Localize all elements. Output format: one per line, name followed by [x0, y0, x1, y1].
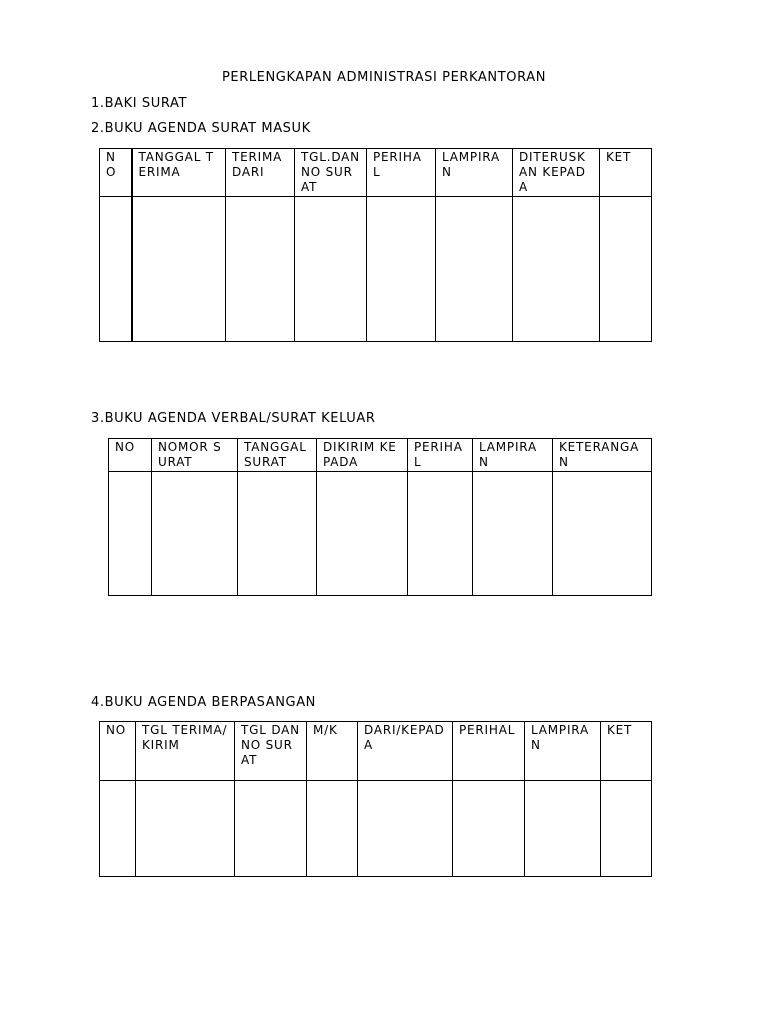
section-heading-baki-surat: 1.BAKI SURAT: [91, 96, 188, 111]
table-cell: [100, 781, 136, 877]
table-cell: [100, 197, 132, 342]
column-header-tgl-dan-no-surat: TGL DAN NO SURAT: [235, 722, 307, 781]
section-heading-agenda-verbal: 3.BUKU AGENDA VERBAL/SURAT KELUAR: [91, 411, 376, 426]
table-row: [100, 781, 652, 877]
agenda-surat-keluar-table: [108, 438, 652, 596]
column-header-lampiran: LAMPIRAN: [473, 439, 553, 472]
column-header-dari-kepada: DARI/KEPADA: [358, 722, 453, 781]
column-header-perihal: PERIHAL: [408, 439, 473, 472]
table-cell: [132, 197, 226, 342]
column-header-terima-dari: TERIMA DARI: [226, 149, 295, 197]
agenda-surat-masuk-table: [99, 148, 652, 342]
table-cell: [367, 197, 436, 342]
table-header-row: [109, 439, 652, 472]
table-cell: [408, 472, 473, 596]
table-cell: [513, 197, 600, 342]
column-header-lampiran: LAMPIRAN: [525, 722, 601, 781]
column-header-keterangan: KETERANGAN: [553, 439, 652, 472]
column-header-perihal: PERIHAL: [367, 149, 436, 197]
table-cell: [453, 781, 525, 877]
table-cell: [436, 197, 513, 342]
column-header-nomor-surat: NOMOR SURAT: [152, 439, 238, 472]
table-cell: [235, 781, 307, 877]
table-cell: [525, 781, 601, 877]
table-cell: [358, 781, 453, 877]
table-cell: [553, 472, 652, 596]
table-cell: [238, 472, 317, 596]
table-cell: [600, 197, 652, 342]
section-heading-agenda-surat-masuk: 2.BUKU AGENDA SURAT MASUK: [91, 121, 311, 136]
table-cell: [136, 781, 235, 877]
column-header-tgl-dan-no-surat: TGL.DAN NO SURAT: [295, 149, 367, 197]
agenda-berpasangan-table: [99, 721, 652, 877]
column-header-tanggal-surat: TANGGAL SURAT: [238, 439, 317, 472]
table-cell: [307, 781, 358, 877]
column-header-tanggal-terima: TANGGAL TERIMA: [132, 149, 226, 197]
column-header-dikirim-kepada: DIKIRIM KEPADA: [317, 439, 408, 472]
column-header-m-k: M/K: [307, 722, 358, 781]
table-header-row: [100, 149, 652, 197]
table-cell: [601, 781, 652, 877]
column-header-diteruskan-kepada: DITERUSKAN KEPADA: [513, 149, 600, 197]
column-header-no: NO: [109, 439, 152, 472]
column-header-no: NO: [100, 722, 136, 781]
table-cell: [226, 197, 295, 342]
section-heading-agenda-berpasangan: 4.BUKU AGENDA BERPASANGAN: [91, 695, 317, 710]
column-header-tgl-terima-kirim: TGL TERIMA/KIRIM: [136, 722, 235, 781]
table-row: [100, 197, 652, 342]
table-cell: [152, 472, 238, 596]
column-header-lampiran: LAMPIRAN: [436, 149, 513, 197]
table-row: [109, 472, 652, 596]
page-title: PERLENGKAPAN ADMINISTRASI PERKANTORAN: [221, 70, 547, 85]
table-cell: [473, 472, 553, 596]
table-cell: [295, 197, 367, 342]
table-header-row: [100, 722, 652, 781]
column-header-perihal: PERIHAL: [453, 722, 525, 781]
table-cell: [317, 472, 408, 596]
column-header-ket: KET: [600, 149, 652, 197]
column-header-ket: KET: [601, 722, 652, 781]
table-cell: [109, 472, 152, 596]
column-header-no: NO: [100, 149, 132, 197]
